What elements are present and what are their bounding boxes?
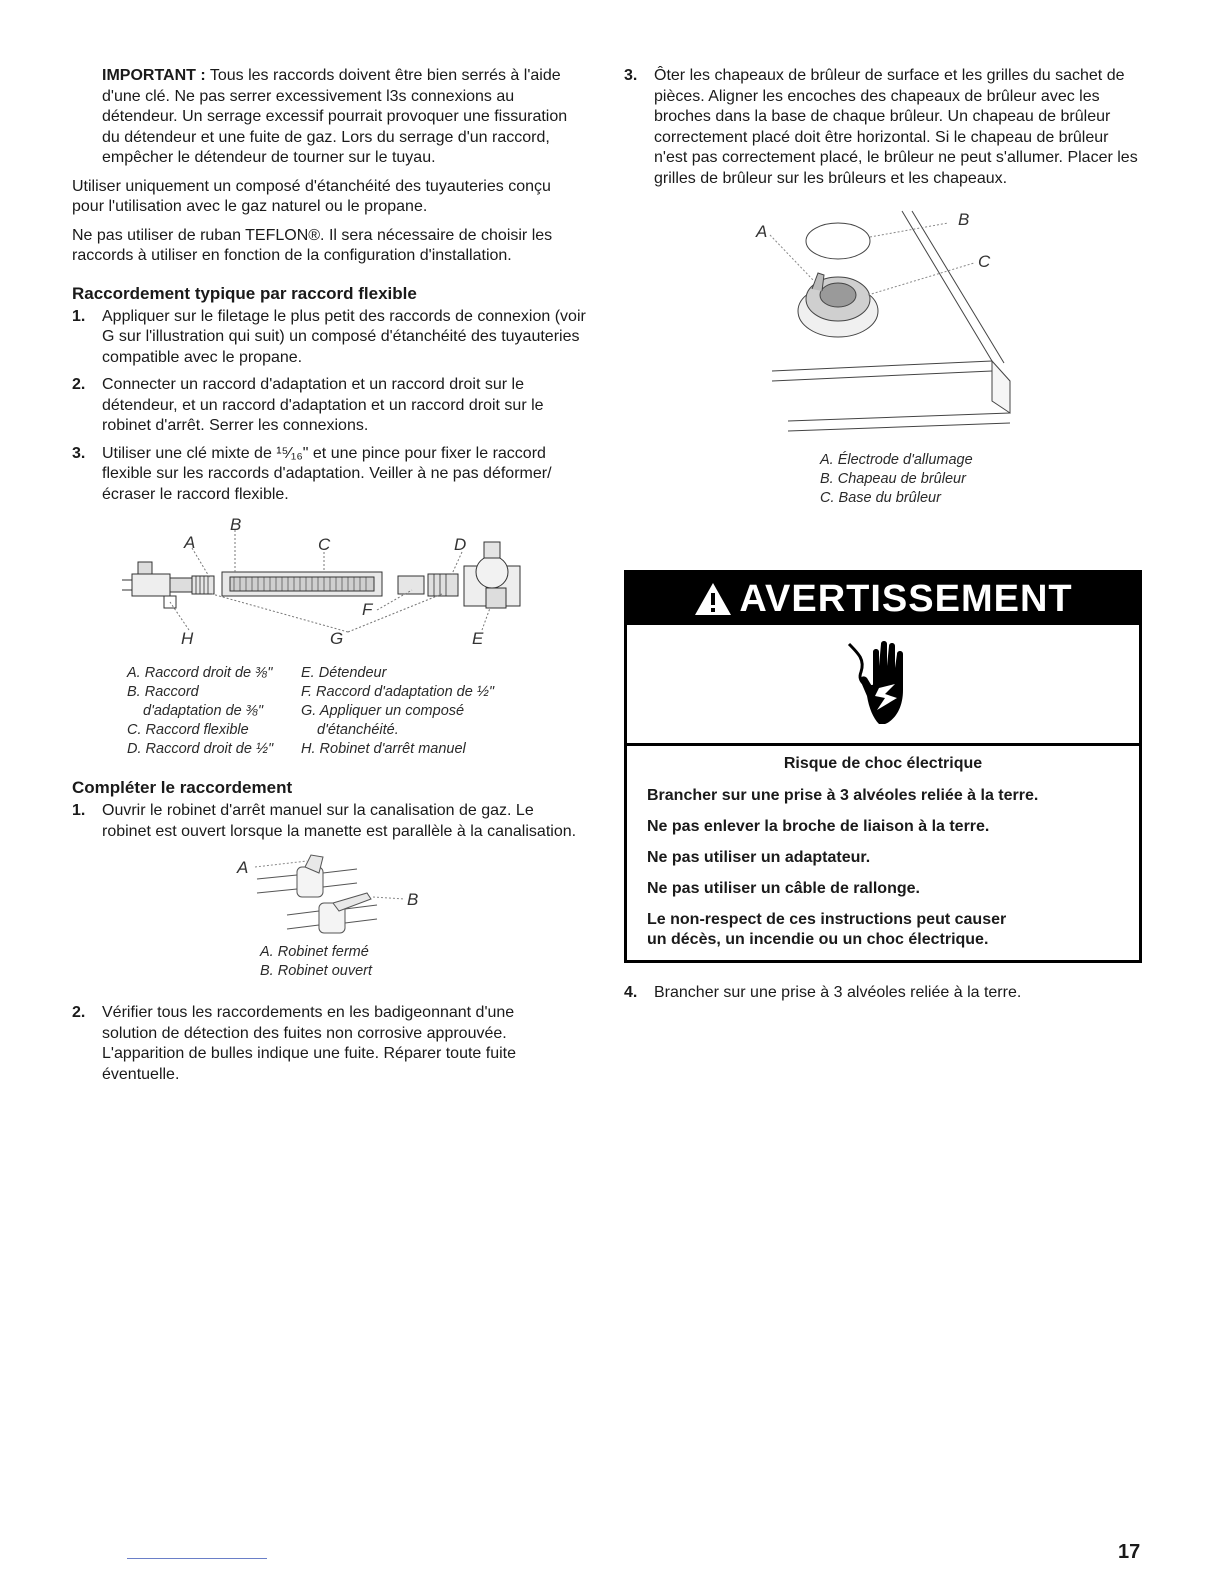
fig1-label-b: B: [230, 515, 242, 534]
burner-step-3: 3. Ôter les chapeaux de brûleur de surface et les grilles du sachet de pièces. Aligner les encoches des chapeaux de brûleur avec les broches dans la base de chaque brûleur. Un chapeau de brûleur correctement placé doit être horizontal. Si le chapeau de brûleur n'est pas correctement placé, le brûleur ne peut s'allumer. Placer les grilles de brûleur sur les brûleurs et les chapeaux.: [624, 67, 1138, 187]
ground-step-4: 4. Brancher sur une prise à 3 alvéoles reliée à la terre.: [624, 984, 1022, 1001]
fig2-captions: A. Robinet fermé B. Robinet ouvert: [260, 944, 373, 979]
flex-step-3: 3. Utiliser une clé mixte de ¹⁵⁄₁₆" et une pince pour fixer le raccord flexible sur les raccords d'adaptation. Veiller à ne pas déformer/écraser le raccord flexible.: [72, 444, 552, 503]
fig3-label-c: C: [978, 252, 991, 271]
fig2-label-b: B: [407, 890, 419, 909]
sealant-paragraph: Utiliser uniquement un composé d'étanchéité des tuyauteries conçu pour l'utilisation avec le gaz naturel ou le propane.: [72, 177, 551, 215]
complete-step-2: 2. Vérifier tous les raccordements en les badigeonnant d'une solution de détection des fuites non corrosive approuvée. L'apparition de bulles indique une fuite. Réparer toute fuite éventuelle.: [72, 1004, 517, 1083]
left-column: [72, 66, 586, 1092]
fig1-label-h: H: [181, 629, 194, 648]
warning-line-4: Ne pas utiliser un câble de rallonge.: [647, 880, 920, 897]
valve-illustration: [227, 849, 447, 937]
important-note: [72, 66, 586, 169]
flexible-connector-figure: [72, 512, 586, 664]
complete-step-1: 1. Ouvrir le robinet d'arrêt manuel sur la canalisation de gaz. Le robinet est ouvert lorsque la manette est parallèle à la canalisation.: [72, 802, 577, 840]
important-text: Tous les raccords doivent être bien serrés à l'aide d'une clé. Ne pas serrer excessivement l3s connexions au détendeur. Un serrage excessif pourrait provoquer une fissuration du détendeur et une fuite de gaz. Lors du serrage d'un raccord, empêcher le détendeur de tourner sur le tuyau.: [102, 67, 568, 166]
flex-step-2: 2. Connecter un raccord d'adaptation et un raccord droit sur le détendeur, et un raccord d'adaptation et un raccord droit sur le robinet d'arrêt. Serrer les connexions.: [72, 376, 544, 434]
warning-line-3: Ne pas utiliser un adaptateur.: [647, 849, 871, 866]
burner-illustration: [752, 201, 1022, 451]
warning-title: AVERTISSEMENT: [739, 577, 1073, 620]
section-title-complete: Compléter le raccordement: [72, 778, 293, 797]
page-number: 17: [1118, 1541, 1141, 1563]
warning-triangle-icon: [693, 581, 733, 617]
flexible-connector-illustration: [72, 512, 586, 664]
section-title-flexible: Raccordement typique par raccord flexible: [72, 283, 417, 303]
electric-shock-hand-icon: [845, 638, 921, 730]
important-label: IMPORTANT :: [102, 67, 206, 84]
fig1-label-g: G: [330, 629, 344, 648]
burner-figure: [752, 201, 1142, 451]
fig3-label-a: A: [756, 222, 768, 241]
warning-icon-area: [627, 625, 1139, 746]
warning-risk: Risque de choc électrique: [783, 755, 983, 772]
teflon-paragraph: Ne pas utiliser de ruban TEFLON®. Il sera nécessaire de choisir les raccords à utiliser en fonction de la configuration d'installation.: [72, 226, 553, 264]
footer-divider: [127, 1558, 267, 1559]
fig1-label-f: F: [362, 600, 373, 619]
warning-box: [624, 570, 1142, 963]
warning-line-2: Ne pas enlever la broche de liaison à la terre.: [647, 818, 990, 835]
right-column: [624, 66, 1142, 508]
valve-figure: [227, 849, 586, 937]
fig1-captions: A. Raccord droit de ⅜" B. Raccord d'adaptation de ⅜" C. Raccord flexible D. Raccord droit de ½" E. Détendeur F. Raccord d'adaptation de ½" G. Appliquer un composé d'étanchéité. H. Robinet d'arrêt manuel: [127, 665, 495, 757]
fig1-label-d: D: [454, 535, 467, 554]
fig3-label-b: B: [958, 210, 970, 229]
fig2-label-a: A: [237, 858, 249, 877]
warning-header: [627, 573, 1139, 625]
fig1-label-e: E: [472, 629, 484, 648]
fig3-captions: A. Électrode d'allumage B. Chapeau de brûleur C. Base du brûleur: [820, 452, 973, 506]
warning-line-1: Brancher sur une prise à 3 alvéoles reliée à la terre.: [647, 787, 1039, 804]
fig1-label-c: C: [318, 535, 331, 554]
warning-consequence: Le non-respect de ces instructions peut causer un décès, un incendie ou un choc électrique.: [647, 911, 1007, 948]
fig1-label-a: A: [184, 533, 196, 552]
warning-body: [627, 746, 1139, 960]
flex-step-1: 1. Appliquer sur le filetage le plus petit des raccords de connexion (voir G sur l'illustration qui suit) un composé d'étanchéité des tuyauteries compatible avec le propane.: [72, 307, 586, 366]
